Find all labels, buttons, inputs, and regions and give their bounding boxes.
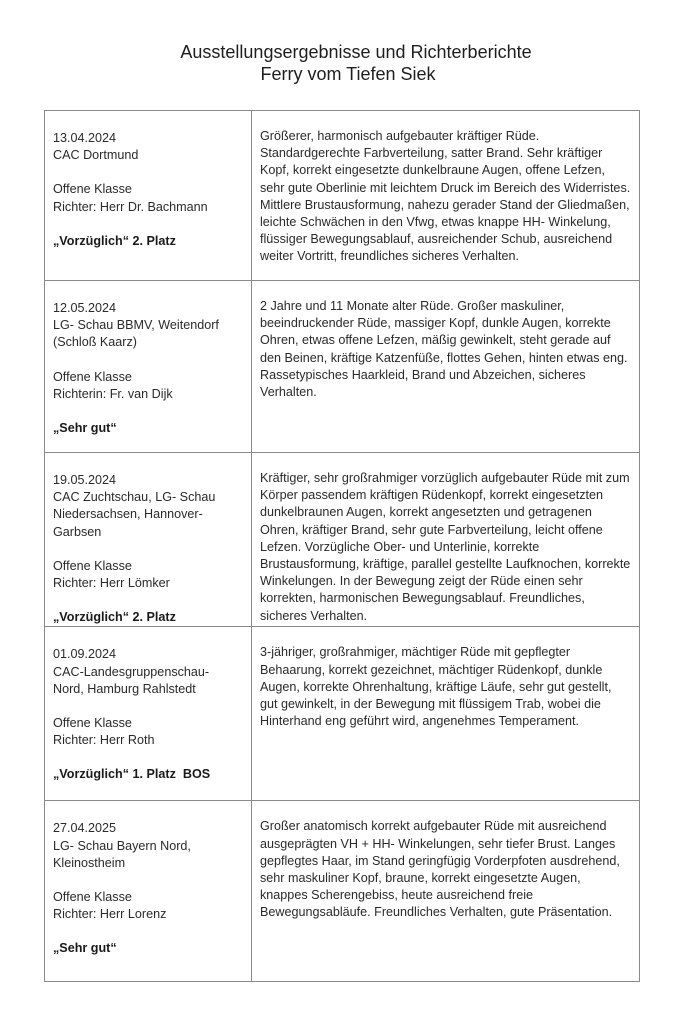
show-name: Kleinostheim: [53, 855, 126, 870]
grade: „Sehr gut“: [53, 941, 117, 956]
judge-report: 3-jähriger, großrahmiger, mächtiger Rüde mit gepflegter Behaarung, korrekt gezeichnet, mächtiger Rüdenkopf, dunkle Augen, korrekte Ohrenhaltung, kräftige Läufe, sehr gut gestellt, gut gewinkelt, in der Bewegung mit flüssigem Trab, wobei die Hinterhand eng geführt wird, angenehmes Temperament.: [252, 627, 640, 801]
show-name: (Schloß Kaarz): [53, 335, 137, 350]
table-row: [45, 801, 640, 982]
show-info-cell: [45, 111, 252, 281]
grade: „Vorzüglich“ 1. Platz BOS: [53, 767, 211, 782]
grade: „Sehr gut“: [53, 421, 117, 436]
show-name: CAC-Landesgruppenschau-: [53, 664, 210, 679]
grade: „Vorzüglich“ 2. Platz: [53, 233, 176, 248]
show-class: Offene Klasse: [53, 182, 132, 197]
show-class: Offene Klasse: [53, 890, 132, 905]
judge: Richter: Herr Lorenz: [53, 907, 167, 922]
judge-report: Kräftiger, sehr großrahmiger vorzüglich aufgebauter Rüde mit zum Körper passendem kräftigen Rüdenkopf, korrekt eingesetzten dunkelbraunen Augen, korrekt angesetzten und getragenen Ohren, kräftiger Brand, sehr gute Farbverteilung, leicht offene Lefzen. Vorzügliche Ober- und Unterlinie, korrekte Brustausformung, kräftige, parallel gestellte Laufknochen, korrekte Winkelungen. In der Bewegung zeigt der Rüde einen sehr korrekten, harmonischen Bewegungsablauf. Freundliches, sicheres Verhalten.: [252, 453, 640, 627]
show-date: 01.09.2024: [53, 647, 117, 662]
show-name: Niedersachsen, Hannover-: [53, 507, 203, 522]
show-info-cell: [45, 627, 252, 801]
show-info-cell: [45, 281, 252, 453]
show-class: Offene Klasse: [53, 369, 132, 384]
show-date: 12.05.2024: [53, 301, 117, 315]
table-row: [45, 453, 640, 627]
show-class: Offene Klasse: [53, 716, 132, 731]
judge-report: Größerer, harmonisch aufgebauter kräftiger Rüde. Standardgerechte Farbverteilung, satter Brand. Sehr kräftiger Kopf, korrekt eingesetzte dunkelbraune Augen, offene Lefzen, sehr gute Oberlinie mit leichtem Druck im Bereich des Widerristes. Mittlere Brustausformung, nahezu gerader Stand der Gliedmaßen, leichte Schwächen in den Vfwg, etwas knappe HH- Winkelung, flüssiger Bewegungsablauf, ausreichender Schub, ausreichend weiter Vortritt, freundliches sicheres Verhalten.: [252, 111, 640, 281]
table-row: [45, 281, 640, 453]
table-row: [45, 111, 640, 281]
show-name: LG- Schau BBMV, Weitendorf: [53, 318, 219, 333]
show-name: CAC Dortmund: [53, 148, 139, 163]
show-date: 27.04.2025: [53, 821, 117, 836]
show-name: CAC Zuchtschau, LG- Schau: [53, 490, 216, 505]
show-name: Nord, Hamburg Rahlstedt: [53, 681, 196, 696]
show-date: 19.05.2024: [53, 473, 117, 487]
show-name: Garbsen: [53, 524, 102, 539]
judge-report: 2 Jahre und 11 Monate alter Rüde. Großer maskuliner, beeindruckender Rüde, massiger Kopf, dunkle Augen, korrekte Ohren, etwas offene Lefzen, mäßig gewinkelt, steht gerade auf den Beinen, kräftige Katzenfüße, flottes Gehen, hinten etwas eng. Rassetypisches Haarkleid, Brand und Abzeichen, sicheres Verhalten.: [252, 281, 640, 453]
show-date: 13.04.2024: [53, 131, 117, 145]
show-info-cell: [45, 453, 252, 627]
document-title: Ausstellungsergebnisse und Richterberichte: [180, 42, 532, 62]
judge: Richter: Herr Roth: [53, 733, 155, 748]
show-class: Offene Klasse: [53, 558, 132, 573]
judge: Richter: Herr Dr. Bachmann: [53, 199, 208, 214]
judge-report: Großer anatomisch korrekt aufgebauter Rüde mit ausreichend ausgeprägten VH + HH- Winkelungen, sehr tiefer Brust. Langes gepflegtes Haar, im Stand geringfügig Vorderpfoten ausdrehend, sehr maskuliner Kopf, braune, korrekt eingesetzte Augen, knappes Scherengebiss, heute ausreichend freie Bewegungsabläufe. Freundliches Verhalten, gute Präsentation.: [252, 801, 640, 982]
results-table: [44, 110, 640, 982]
show-name: LG- Schau Bayern Nord,: [53, 838, 191, 853]
grade: „Vorzüglich“ 2. Platz: [53, 610, 176, 625]
judge: Richter: Herr Lömker: [53, 576, 170, 591]
judge: Richterin: Fr. van Dijk: [53, 386, 173, 401]
dog-name-subtitle: Ferry vom Tiefen Siek: [260, 64, 436, 84]
show-info-cell: [45, 801, 252, 982]
table-row: [45, 627, 640, 801]
